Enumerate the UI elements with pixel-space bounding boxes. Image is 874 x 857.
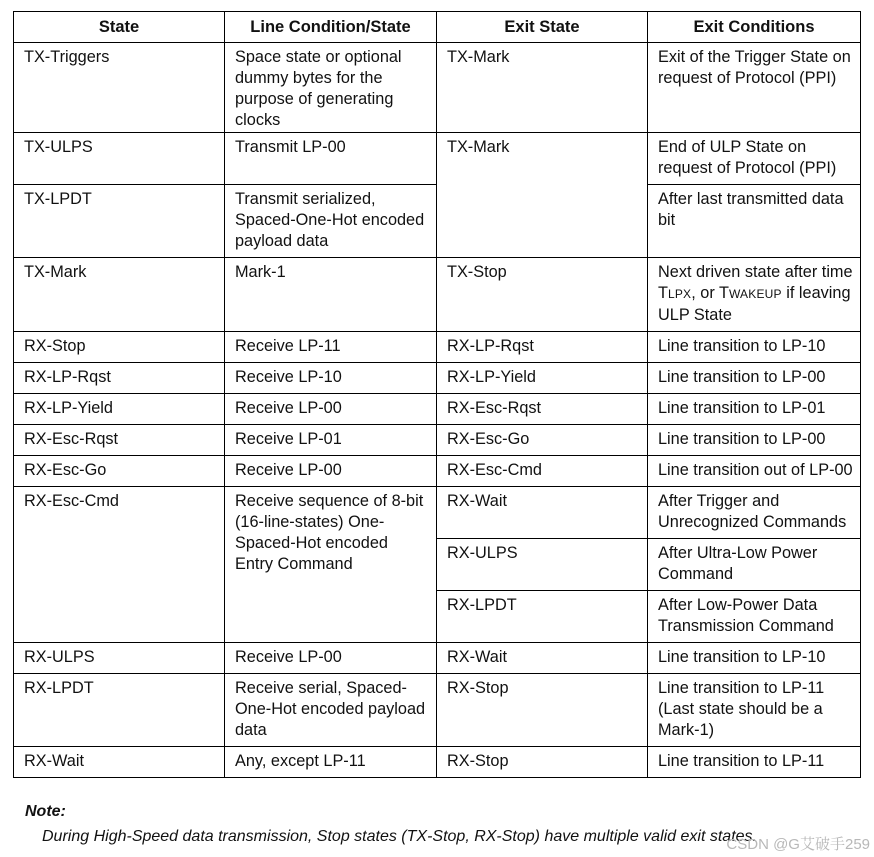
cell-line-condition: Space state or optional dummy bytes for the purpose of generating clocks xyxy=(225,43,437,133)
cell-exit-state: RX-LPDT xyxy=(437,591,648,643)
cell-line-condition: Receive serial, Spaced-One-Hot encoded payload data xyxy=(225,674,437,747)
watermark: CSDN @G艾破手259 xyxy=(726,836,870,853)
header-line-condition: Line Condition/State xyxy=(225,12,437,43)
cell-exit-conditions: Line transition to LP-01 xyxy=(648,394,861,425)
table-row xyxy=(14,425,861,456)
cell-exit-state: RX-LP-Rqst xyxy=(437,332,648,363)
cell-state: RX-LP-Rqst xyxy=(14,363,225,394)
cell-state: RX-Esc-Rqst xyxy=(14,425,225,456)
cell-line-condition: Receive LP-01 xyxy=(225,425,437,456)
cell-exit-conditions: After last transmitted data bit xyxy=(648,185,861,258)
cell-state: TX-LPDT xyxy=(14,185,225,258)
cell-exit-state: RX-Esc-Cmd xyxy=(437,456,648,487)
cell-line-condition: Mark-1 xyxy=(225,258,437,332)
cell-line-condition: Receive LP-00 xyxy=(225,394,437,425)
cell-exit-state: RX-Wait xyxy=(437,487,648,539)
cell-exit-conditions: After Ultra-Low Power Command xyxy=(648,539,861,591)
header-exit-conditions: Exit Conditions xyxy=(648,12,861,43)
cell-state: RX-Esc-Go xyxy=(14,456,225,487)
cell-exit-conditions: After Low-Power Data Transmission Command xyxy=(648,591,861,643)
cell-exit-conditions xyxy=(648,258,861,332)
cell-state: RX-Wait xyxy=(14,747,225,778)
cell-exit-conditions: Line transition out of LP-00 xyxy=(648,456,861,487)
table-row xyxy=(14,43,861,133)
exit-cond-text: Next driven state after time T xyxy=(658,263,853,302)
cell-line-condition: Transmit LP-00 xyxy=(225,133,437,185)
header-exit-state: Exit State xyxy=(437,12,648,43)
cell-exit-conditions: Line transition to LP-00 xyxy=(648,425,861,456)
cell-state: RX-LP-Yield xyxy=(14,394,225,425)
table-row xyxy=(14,394,861,425)
escape-mode-state-table xyxy=(13,11,861,778)
cell-line-condition: Transmit serialized, Spaced-One-Hot encoded payload data xyxy=(225,185,437,258)
cell-line-condition: Receive LP-11 xyxy=(225,332,437,363)
cell-exit-conditions: End of ULP State on request of Protocol (PPI) xyxy=(648,133,861,185)
table-row xyxy=(14,456,861,487)
cell-exit-conditions: Line transition to LP-11 (Last state should be a Mark-1) xyxy=(648,674,861,747)
header-state: State xyxy=(14,12,225,43)
tlpx-subscript: LPX xyxy=(667,287,692,301)
cell-state: TX-Triggers xyxy=(14,43,225,133)
table-row xyxy=(14,643,861,674)
cell-line-condition: Receive LP-00 xyxy=(225,456,437,487)
cell-state: TX-Mark xyxy=(14,258,225,332)
table-row xyxy=(14,258,861,332)
cell-line-condition: Receive LP-00 xyxy=(225,643,437,674)
cell-exit-conditions: Line transition to LP-10 xyxy=(648,643,861,674)
cell-exit-state: RX-Esc-Go xyxy=(437,425,648,456)
table-row xyxy=(14,363,861,394)
cell-exit-state: RX-LP-Yield xyxy=(437,363,648,394)
table-row xyxy=(14,747,861,778)
table-header-row xyxy=(14,12,861,43)
cell-state: RX-LPDT xyxy=(14,674,225,747)
cell-exit-state: RX-Wait xyxy=(437,643,648,674)
cell-exit-conditions: After Trigger and Unrecognized Commands xyxy=(648,487,861,539)
cell-line-condition: Any, except LP-11 xyxy=(225,747,437,778)
cell-exit-conditions: Line transition to LP-10 xyxy=(648,332,861,363)
table-row xyxy=(14,674,861,747)
cell-exit-state: TX-Mark xyxy=(437,43,648,133)
cell-exit-conditions: Line transition to LP-00 xyxy=(648,363,861,394)
cell-state: RX-Esc-Cmd xyxy=(14,487,225,643)
cell-line-condition: Receive LP-10 xyxy=(225,363,437,394)
table-row xyxy=(14,332,861,363)
exit-cond-text: if leaving ULP State xyxy=(658,284,851,324)
cell-line-condition: Receive sequence of 8-bit (16-line-states) One-Spaced-Hot encoded Entry Command xyxy=(225,487,437,643)
exit-cond-text: , or T xyxy=(691,284,729,302)
cell-state: RX-Stop xyxy=(14,332,225,363)
cell-exit-state: RX-Stop xyxy=(437,747,648,778)
cell-state: TX-ULPS xyxy=(14,133,225,185)
cell-exit-state: TX-Stop xyxy=(437,258,648,332)
cell-exit-state: RX-Stop xyxy=(437,674,648,747)
note-text: During High-Speed data transmission, Stop states (TX-Stop, RX-Stop) have multiple valid exit states. xyxy=(42,828,757,845)
table-row xyxy=(14,133,861,185)
cell-exit-state: TX-Mark xyxy=(437,133,648,258)
cell-exit-state: RX-Esc-Rqst xyxy=(437,394,648,425)
note-label: Note: xyxy=(25,803,66,820)
cell-exit-state: RX-ULPS xyxy=(437,539,648,591)
cell-exit-conditions: Line transition to LP-11 xyxy=(648,747,861,778)
twakeup-subscript: WAKEUP xyxy=(728,287,782,301)
table-row xyxy=(14,487,861,539)
cell-exit-conditions: Exit of the Trigger State on request of Protocol (PPI) xyxy=(648,43,861,133)
cell-state: RX-ULPS xyxy=(14,643,225,674)
